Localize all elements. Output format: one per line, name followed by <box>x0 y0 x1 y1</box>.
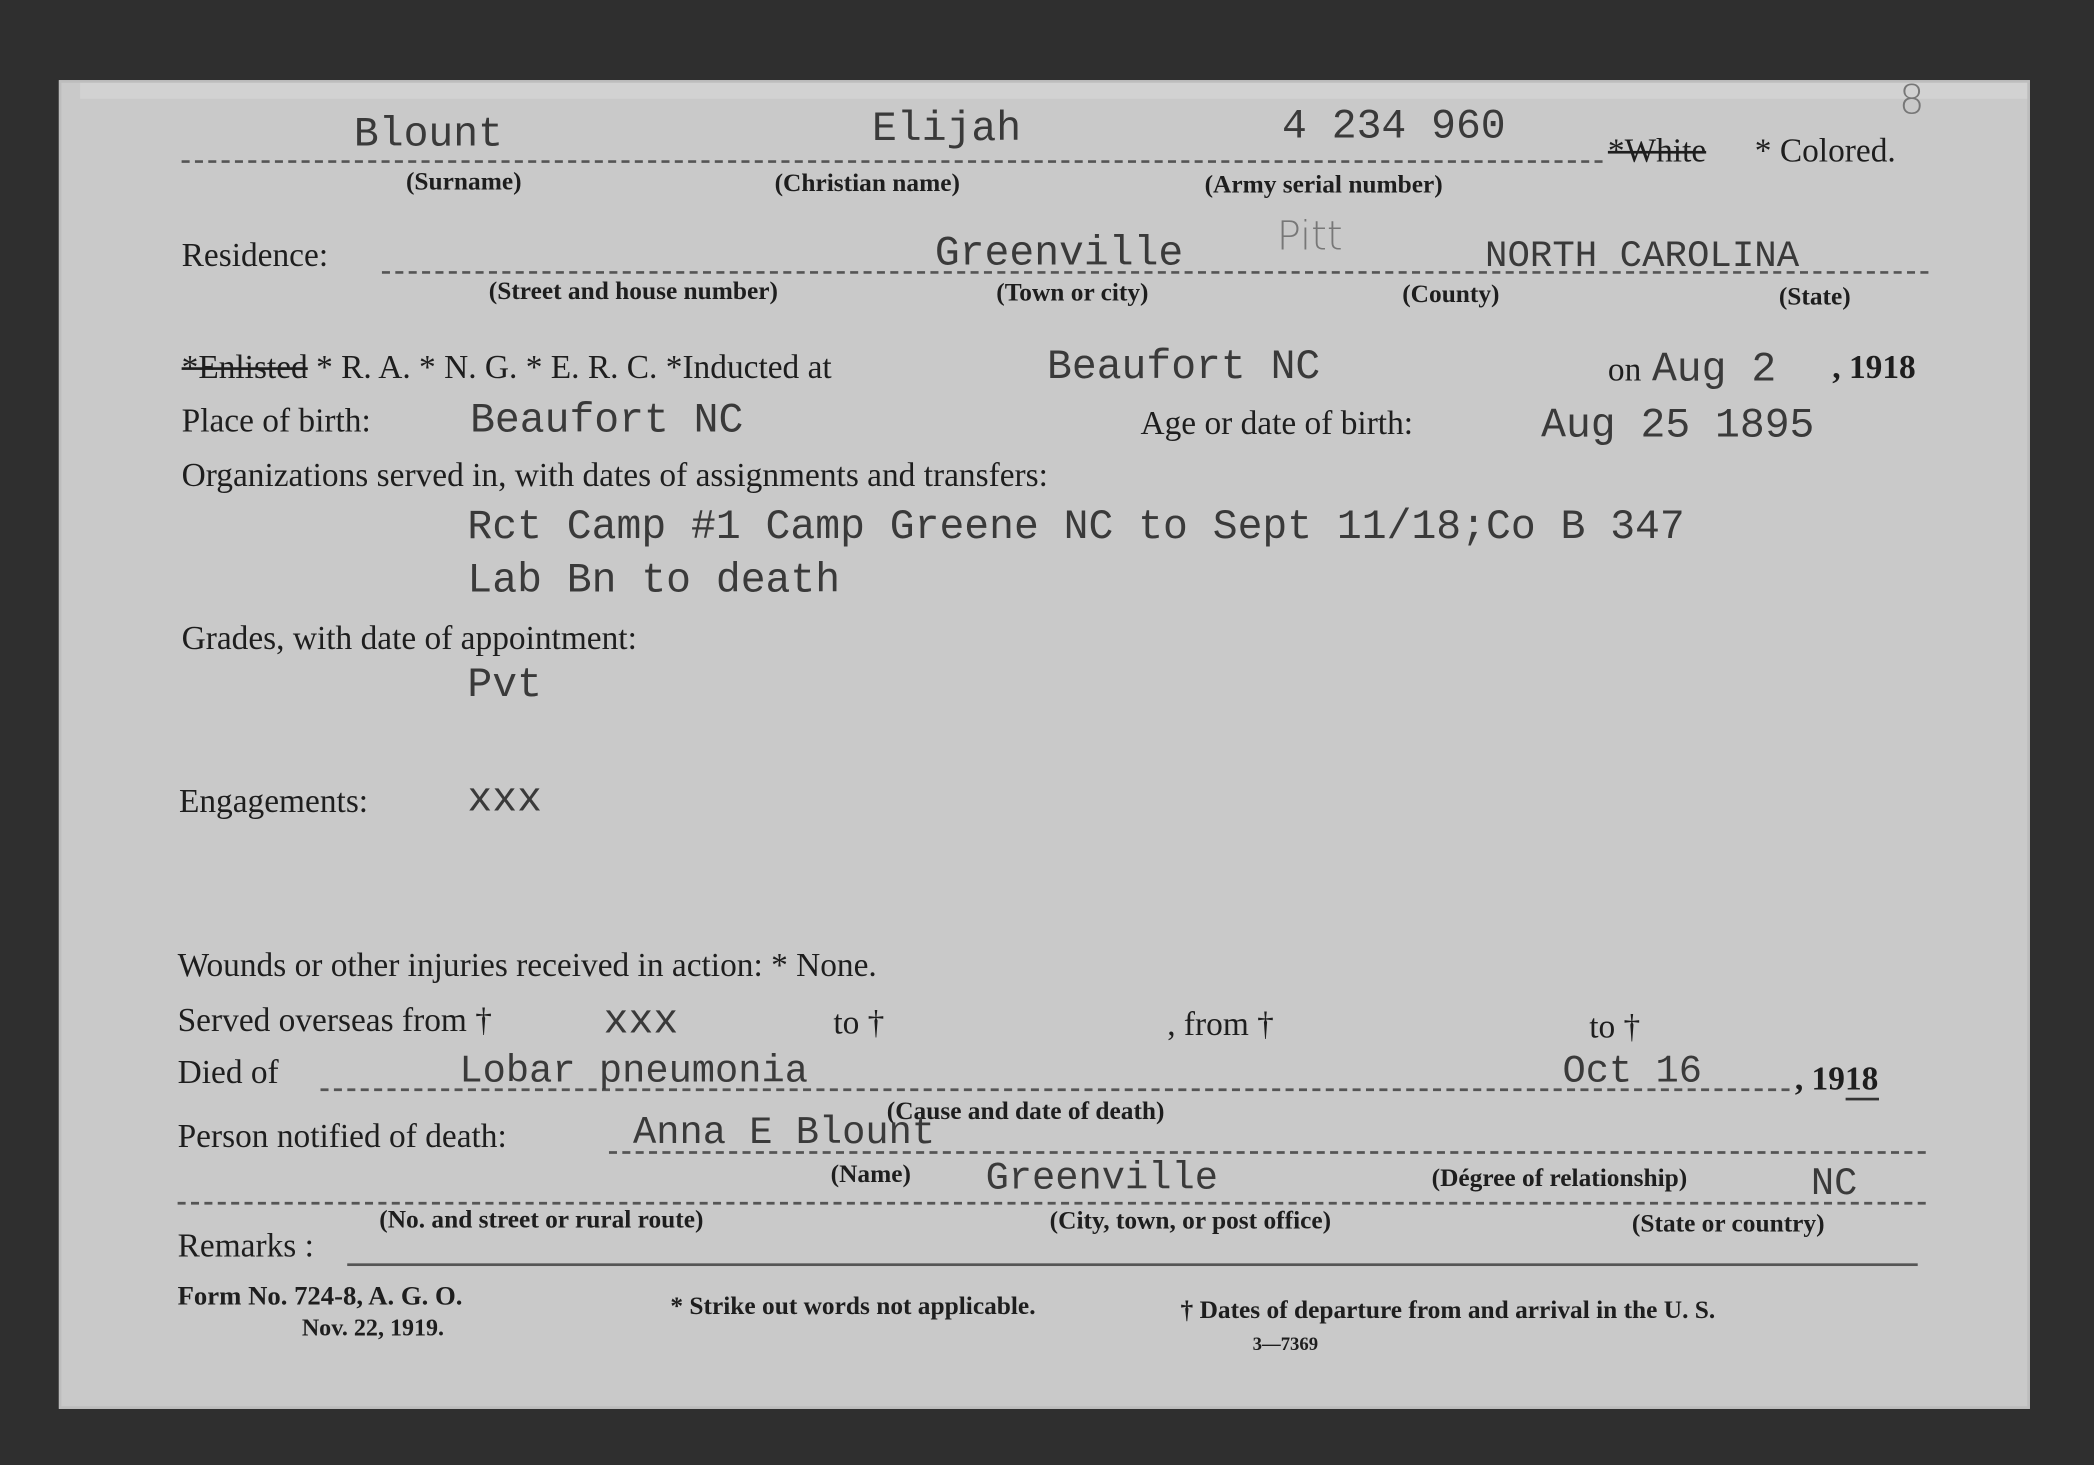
overseas-label: Served overseas from † <box>177 1002 492 1039</box>
wounds-label: Wounds or other injuries received in action: * None. <box>177 948 877 985</box>
residence-county-value: Pitt <box>1276 213 1343 261</box>
death-year-suffix: 18 <box>1845 1062 1878 1101</box>
death-year <box>1795 1062 1878 1099</box>
street-route-caption: (No. and street or rural route) <box>379 1205 704 1234</box>
residence-label: Residence: <box>181 237 329 274</box>
address-line <box>178 1202 1926 1205</box>
residence-state-value: NORTH CAROLINA <box>1485 236 1800 278</box>
notified-state-value: NC <box>1810 1161 1858 1206</box>
overseas-to-label-2: to † <box>1589 1009 1641 1046</box>
town-caption: (Town or city) <box>996 279 1149 308</box>
notified-name-caption: (Name) <box>830 1160 911 1189</box>
street-caption: (Street and house number) <box>488 277 779 306</box>
birth-date-value: Aug 25 1895 <box>1541 403 1815 451</box>
state-country-caption: (State or country) <box>1631 1209 1825 1238</box>
city-caption: (City, town, or post office) <box>1049 1207 1332 1236</box>
induction-date-value: Aug 2 <box>1651 347 1777 394</box>
birth-place-value: Beaufort NC <box>470 397 744 445</box>
notified-city-value: Greenville <box>985 1156 1218 1201</box>
death-caption: (Cause and date of death) <box>886 1097 1165 1126</box>
enlistment-options-label: * R. A. * N. G. * E. R. C. *Inducted at <box>316 349 832 386</box>
overseas-from-value: xxx <box>603 998 679 1046</box>
birth-date-label: Age or date of birth: <box>1140 405 1414 443</box>
notified-label: Person notified of death: <box>177 1119 507 1156</box>
header-line <box>182 160 1603 163</box>
form-number: Form No. 724-8, A. G. O. <box>177 1282 463 1312</box>
christian-name-value: Elijah <box>872 106 1022 154</box>
organizations-line-2: Lab Bn to death <box>467 558 841 605</box>
residence-town-value: Greenville <box>934 231 1184 278</box>
induction-place-value: Beaufort NC <box>1047 344 1321 392</box>
surname-value: Blount <box>353 112 503 159</box>
overseas-from-label-2: , from † <box>1167 1006 1274 1043</box>
strike-out-note: * Strike out words not applicable. <box>670 1292 1036 1321</box>
race-white: *White <box>1607 133 1707 170</box>
remarks-label: Remarks : <box>177 1228 314 1265</box>
christian-name-caption: (Christian name) <box>774 169 960 198</box>
print-code: 3—7369 <box>1252 1335 1319 1356</box>
grades-value: Pvt <box>467 662 542 710</box>
dates-note: † Dates of departure from and arrival in the U. S. <box>1180 1296 1716 1325</box>
organizations-line-1: Rct Camp #1 Camp Greene NC to Sept 11/18;Co B 347 <box>467 504 1685 552</box>
state-caption: (State) <box>1778 283 1851 312</box>
form-date: Nov. 22, 1919. <box>301 1314 445 1341</box>
induction-year: , 1918 <box>1832 349 1916 386</box>
died-of-label: Died of <box>177 1055 279 1092</box>
engagements-label: Engagements: <box>178 783 369 820</box>
death-cause-value: Lobar pneumonia <box>459 1049 809 1094</box>
organizations-label: Organizations served in, with dates of assignments and transfers: <box>181 458 1048 495</box>
remarks-line <box>347 1263 1918 1266</box>
induction-on-label: on <box>1607 352 1642 389</box>
engagements-value: xxx <box>467 777 542 824</box>
notified-name-value: Anna E Blount <box>633 1111 936 1156</box>
card-top-edge <box>80 83 2027 99</box>
relationship-caption: (Dégree of relationship) <box>1431 1164 1688 1193</box>
enlistment-row <box>182 350 832 387</box>
overseas-to-label-1: to † <box>833 1005 885 1042</box>
birth-place-label: Place of birth: <box>181 403 371 440</box>
serial-number-value: 4 234 960 <box>1282 104 1506 151</box>
death-year-prefix: , 19 <box>1794 1061 1845 1098</box>
surname-caption: (Surname) <box>405 168 522 197</box>
card-number: 8 <box>1899 77 1925 125</box>
serial-number-caption: (Army serial number) <box>1204 170 1443 199</box>
county-caption: (County) <box>1402 280 1500 309</box>
death-date-value: Oct 16 <box>1562 1049 1702 1094</box>
enlisted-option: *Enlisted <box>181 349 308 386</box>
race-colored: * Colored. <box>1754 133 1896 170</box>
grades-label: Grades, with date of appointment: <box>181 620 637 658</box>
